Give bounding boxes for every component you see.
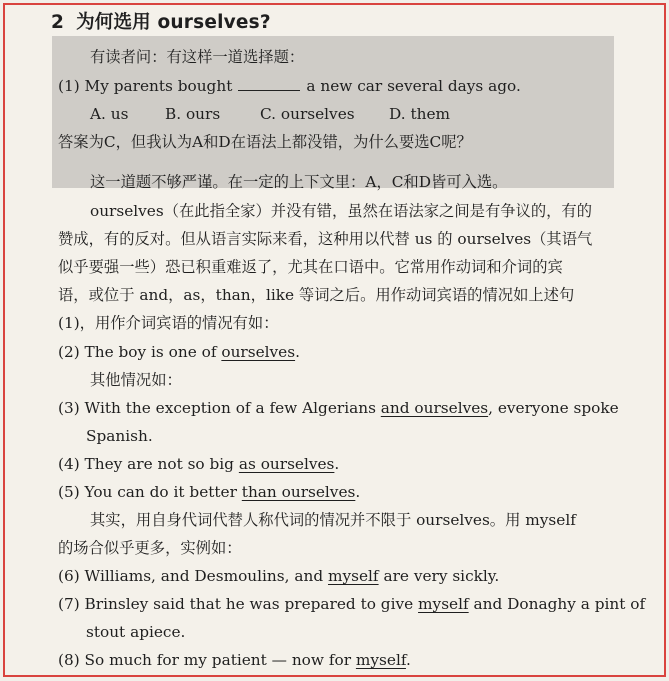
example-text-end: are very sickly. <box>383 567 500 585</box>
example-text-end: . <box>355 483 361 501</box>
example-text: You can do it better <box>84 483 237 501</box>
underlined-word: myself <box>327 567 379 585</box>
answer-blank <box>238 76 300 91</box>
answer-para-2-line-2: 赞成，有的反对。但从语言实际来看，这种用以代替 us 的 ourselves（其语气 <box>58 230 593 248</box>
example-text-end: . <box>334 455 340 473</box>
example-label: (8) <box>58 651 80 669</box>
example-text-end: . <box>295 343 300 361</box>
section-title <box>51 8 271 34</box>
example-text: Williams, and Desmoulins, and <box>84 567 324 585</box>
underlined-word: myself <box>355 651 406 669</box>
underlined-word: ourselves <box>221 343 296 361</box>
answer-para-2-line-5: (1)，用作介词宾语的情况有如： <box>58 314 279 332</box>
example-2 <box>58 342 300 362</box>
answer-para-2-line-1: ourselves（在此指全家）并没有错，虽然在语法家之间是有争议的，有的 <box>90 202 593 220</box>
example-label: (4) <box>58 455 80 473</box>
answer-para-2-line-4: 语，或位于 and，as，than，like 等词之后。用作动词宾语的情况如上述句 <box>58 286 575 304</box>
answer-para-2-line-3: 似乎要强一些）恐已积重难返了，尤其在口语中。它常用作动词和介词的宾 <box>58 258 563 276</box>
example-4 <box>58 454 339 474</box>
option-c: C. ourselves <box>260 105 355 123</box>
example-3 <box>58 398 619 418</box>
example-text-end: , everyone spoke <box>488 399 619 417</box>
section-number: 2 <box>51 12 65 33</box>
answer-para-3-line-2: 的场合似乎更多，实例如： <box>58 539 242 557</box>
example-label: (5) <box>58 483 80 501</box>
reader-question-intro: 有读者问：有这样一道选择题： <box>90 48 305 66</box>
answer-para-1: 这一道题不够严谨。在一定的上下文里：A，C和D皆可入选。 <box>90 173 508 191</box>
other-cases-label: 其他情况如： <box>90 371 182 389</box>
example-text: Brinsley said that he was prepared to give <box>84 595 414 613</box>
option-b: B. ours <box>165 105 221 123</box>
example-text: They are not so big <box>84 455 234 473</box>
example-label: (2) <box>58 343 80 361</box>
item-label: (1) <box>58 77 80 95</box>
reader-query: 答案为C，但我认为A和D在语法上都没错，为什么要选C呢？ <box>58 133 472 151</box>
example-3-cont: Spanish. <box>86 427 153 445</box>
example-label: (7) <box>58 595 80 613</box>
example-7 <box>58 594 645 614</box>
example-text: With the exception of a few Algerians <box>84 399 376 417</box>
example-text-end: and Donaghy a pint of <box>473 595 646 613</box>
question-sentence <box>58 76 521 96</box>
example-label: (3) <box>58 399 80 417</box>
underlined-word: and ourselves <box>380 399 489 417</box>
example-text-end: . <box>405 651 411 669</box>
answer-para-3-line-1: 其实，用自身代词代替人称代词的情况并不限于 ourselves。用 myself <box>90 511 576 529</box>
sentence-after: a new car several days ago. <box>306 77 521 95</box>
underlined-word: myself <box>418 595 469 613</box>
section-heading: 为何选用 ourselves? <box>76 12 271 33</box>
option-a: A. us <box>90 105 129 123</box>
example-5 <box>58 482 360 502</box>
underlined-word: as ourselves <box>238 455 335 473</box>
options-row <box>90 104 450 124</box>
sentence-before: My parents bought <box>84 77 233 95</box>
example-label: (6) <box>58 567 80 585</box>
example-text: So much for my patient — now for <box>84 651 352 669</box>
option-d: D. them <box>389 105 451 123</box>
example-7-cont: stout apiece. <box>86 623 186 641</box>
example-8 <box>58 650 411 670</box>
example-text: The boy is one of <box>84 343 217 361</box>
underlined-word: than ourselves <box>241 483 356 501</box>
example-6 <box>58 566 499 586</box>
